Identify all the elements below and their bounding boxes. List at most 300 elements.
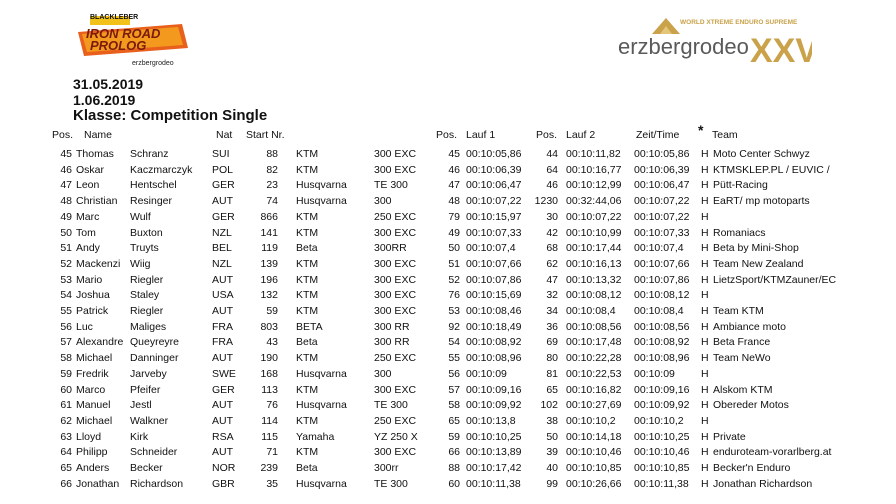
row-first-name: Oskar (76, 163, 105, 176)
row-team: Beta France (713, 336, 771, 349)
row-lauf2: 00:10:10,2 (566, 414, 616, 427)
row-flag: H (701, 305, 709, 317)
row-brand: KTM (296, 273, 319, 286)
table-row (0, 304, 896, 319)
row-last-name: Walkner (130, 414, 169, 427)
row-time: 00:10:07,22 (634, 210, 690, 223)
row-lauf2: 00:10:16,82 (566, 383, 622, 396)
row-start-nr: 76 (266, 399, 278, 412)
table-row (0, 398, 896, 413)
row-time: 00:10:09,92 (634, 399, 690, 412)
row-first-name: Manuel (76, 399, 111, 412)
row-lauf1: 00:10:09,92 (466, 399, 522, 412)
row-model: 300 EXC (374, 257, 417, 270)
row-team: Private (713, 430, 746, 443)
row-pos: 61 (60, 399, 72, 412)
row-brand: Husqvarna (296, 399, 347, 412)
row-model: YZ 250 X (374, 430, 418, 443)
row-pos-lauf2: 50 (546, 430, 558, 443)
row-brand: KTM (296, 163, 319, 176)
row-nat: AUT (212, 305, 233, 317)
row-first-name: Michael (76, 352, 113, 365)
row-model: 300 EXC (374, 163, 417, 176)
row-nat: SWE (212, 367, 236, 380)
row-lauf2: 00:10:08,12 (566, 289, 622, 302)
row-model: TE 300 (374, 179, 408, 192)
row-nat: FRA (212, 320, 233, 333)
row-start-nr: 113 (261, 383, 278, 396)
row-time: 00:10:09,16 (634, 383, 690, 396)
row-pos-lauf1: 56 (448, 367, 460, 380)
row-flag: H (701, 414, 709, 427)
row-first-name: Marc (76, 210, 100, 223)
table-row (0, 273, 896, 288)
row-flag: H (701, 210, 709, 223)
row-model: 300RR (374, 242, 407, 255)
row-first-name: Mario (76, 273, 103, 286)
row-time: 00:10:06,47 (634, 179, 690, 192)
row-first-name: Anders (76, 462, 110, 474)
row-lauf2: 00:10:27,69 (566, 399, 622, 412)
row-pos-lauf1: 57 (448, 383, 460, 396)
row-brand: Yamaha (296, 430, 335, 443)
row-lauf2: 00:10:16,77 (566, 163, 622, 176)
row-model: 300 RR (374, 320, 410, 333)
table-row (0, 367, 896, 382)
row-pos: 59 (60, 367, 72, 380)
row-pos-lauf2: 62 (546, 257, 558, 270)
row-first-name: Fredrik (76, 367, 109, 380)
row-flag: H (701, 430, 709, 443)
table-row (0, 241, 896, 256)
row-lauf1: 00:10:08,46 (466, 305, 522, 317)
col-pos: Pos. (52, 129, 74, 141)
row-start-nr: 88 (266, 148, 278, 160)
row-nat: POL (212, 163, 234, 176)
row-last-name: Queyreyre (130, 336, 180, 349)
row-first-name: Andy (76, 242, 100, 255)
row-time: 00:10:10,2 (634, 414, 684, 427)
row-start-nr: 23 (266, 179, 278, 192)
row-last-name: Richardson (130, 477, 184, 490)
row-pos-lauf2: 36 (546, 320, 558, 333)
row-brand: KTM (296, 210, 319, 223)
row-model: 300 EXC (374, 446, 417, 459)
row-flag: H (701, 399, 709, 412)
row-pos-lauf2: 1230 (534, 195, 558, 208)
row-time: 00:10:08,56 (634, 320, 690, 333)
row-pos-lauf1: 50 (448, 242, 460, 255)
col-pos-lauf1: Pos. (436, 129, 458, 141)
row-team: LietzSport/KTMZauner/EC (713, 273, 837, 286)
row-start-nr: 119 (261, 242, 278, 255)
row-pos: 55 (60, 305, 72, 317)
row-pos-lauf1: 53 (448, 305, 460, 317)
row-nat: BEL (212, 242, 232, 255)
row-start-nr: 115 (261, 430, 278, 443)
col-star: * (698, 122, 704, 138)
row-lauf1: 00:10:13,89 (466, 446, 522, 459)
row-pos: 58 (60, 352, 72, 365)
table-row (0, 194, 896, 209)
row-last-name: Truyts (130, 242, 159, 255)
row-lauf1: 00:10:08,92 (466, 336, 522, 349)
row-start-nr: 35 (266, 477, 278, 490)
row-pos-lauf2: 38 (546, 414, 558, 427)
row-team: KTMSKLEP.PL / EUVIC / (713, 163, 830, 176)
row-pos-lauf1: 60 (448, 477, 460, 490)
row-flag: H (701, 195, 709, 208)
row-lauf2: 00:10:08,56 (566, 320, 622, 333)
row-pos-lauf2: 80 (546, 352, 558, 365)
row-time: 00:10:07,86 (634, 273, 690, 286)
row-flag: H (701, 336, 709, 349)
row-time: 00:10:07,66 (634, 257, 690, 270)
row-last-name: Becker (130, 462, 163, 474)
row-nat: AUT (212, 273, 233, 286)
row-pos-lauf1: 92 (448, 320, 460, 333)
row-team: Ambiance moto (713, 320, 786, 333)
row-time: 00:10:11,38 (634, 477, 689, 490)
row-lauf2: 00:32:44,06 (566, 195, 622, 208)
row-brand: Husqvarna (296, 477, 347, 490)
row-lauf2: 00:10:16,13 (566, 257, 622, 270)
row-time: 00:10:07,22 (634, 195, 690, 208)
row-first-name: Alexandre (76, 336, 124, 349)
iron-road-prolog-logo: BLACKLEBER IRON ROAD PROLOG erzbergrodeo (70, 12, 192, 72)
row-last-name: Schranz (130, 148, 169, 160)
row-lauf2: 00:10:10,85 (566, 462, 622, 474)
row-model: 250 EXC (374, 210, 417, 223)
row-team: Jonathan Richardson (713, 477, 813, 490)
row-start-nr: 59 (266, 305, 278, 317)
row-model: 300rr (374, 462, 399, 474)
row-start-nr: 82 (266, 163, 278, 176)
row-last-name: Staley (130, 289, 160, 302)
row-first-name: Philipp (76, 446, 108, 459)
table-row (0, 210, 896, 225)
row-lauf2: 00:10:17,48 (566, 336, 622, 349)
row-team: Beta by Mini-Shop (713, 242, 799, 255)
row-lauf2: 00:10:12,99 (566, 179, 622, 192)
row-pos: 48 (60, 195, 72, 208)
row-model: 300 RR (374, 336, 410, 349)
row-brand: KTM (296, 352, 319, 365)
row-start-nr: 114 (261, 414, 278, 427)
col-lauf1: Lauf 1 (466, 129, 496, 141)
row-brand: KTM (296, 414, 319, 427)
row-brand: KTM (296, 226, 319, 239)
row-lauf1: 00:10:07,4 (466, 242, 516, 255)
row-pos-lauf1: 59 (448, 430, 460, 443)
row-lauf1: 00:10:07,33 (466, 226, 522, 239)
row-lauf1: 00:10:06,39 (466, 163, 522, 176)
row-first-name: Michael (76, 414, 113, 427)
row-flag: H (701, 462, 709, 474)
row-pos-lauf1: 52 (448, 273, 460, 286)
row-pos-lauf2: 65 (546, 383, 558, 396)
row-pos-lauf1: 51 (448, 257, 460, 270)
row-team: Becker'n Enduro (713, 462, 791, 474)
row-time: 00:10:08,92 (634, 336, 690, 349)
row-team: Team New Zealand (713, 257, 804, 270)
row-flag: H (701, 446, 709, 459)
row-start-nr: 43 (266, 336, 278, 349)
row-lauf2: 00:10:10,46 (566, 446, 622, 459)
col-time: Zeit/Time (636, 129, 680, 141)
row-brand: Husqvarna (296, 367, 347, 380)
row-start-nr: 168 (260, 367, 278, 380)
row-flag: H (701, 367, 709, 380)
row-nat: GBR (212, 477, 235, 490)
row-start-nr: 803 (260, 320, 278, 333)
row-pos-lauf2: 46 (546, 179, 558, 192)
row-lauf2: 00:10:13,32 (566, 273, 622, 286)
class-title: Klasse: Competition Single (73, 107, 268, 124)
row-pos: 46 (60, 163, 72, 176)
table-row (0, 257, 896, 272)
row-pos-lauf2: 30 (546, 210, 558, 223)
col-name: Name (84, 129, 113, 141)
row-team: EaRT/ mp motoparts (713, 195, 810, 208)
row-team: Pütt-Racing (713, 179, 768, 192)
row-pos: 50 (60, 226, 72, 239)
row-pos-lauf1: 88 (448, 462, 460, 474)
date-line-2: 1.06.2019 (73, 92, 136, 108)
row-flag: H (701, 383, 709, 396)
row-lauf2: 00:10:10,99 (566, 226, 622, 239)
row-pos: 64 (60, 446, 72, 459)
row-team: Alskom KTM (713, 383, 773, 396)
row-nat: NOR (212, 462, 236, 474)
row-flag: H (701, 179, 709, 192)
row-time: 00:10:08,12 (634, 289, 690, 302)
row-nat: NZL (212, 226, 232, 239)
row-brand: Husqvarna (296, 179, 347, 192)
row-lauf1: 00:10:06,47 (466, 179, 522, 192)
row-brand: Beta (296, 462, 318, 474)
row-lauf1: 00:10:15,97 (466, 210, 522, 223)
row-pos: 65 (60, 462, 72, 474)
row-first-name: Joshua (76, 289, 110, 302)
row-flag: H (701, 477, 709, 490)
row-lauf1: 00:10:18,49 (466, 320, 522, 333)
row-pos: 60 (60, 383, 72, 396)
row-nat: USA (212, 289, 234, 302)
row-time: 00:10:10,25 (634, 430, 690, 443)
row-pos-lauf1: 46 (448, 163, 460, 176)
row-flag: H (701, 257, 709, 270)
row-time: 00:10:05,86 (634, 148, 690, 160)
row-first-name: Luc (76, 320, 93, 333)
row-brand: Husqvarna (296, 195, 347, 208)
row-model: 300 EXC (374, 226, 417, 239)
row-pos-lauf2: 34 (546, 305, 558, 317)
row-brand: KTM (296, 305, 319, 317)
row-time: 00:10:08,96 (634, 352, 690, 365)
row-nat: AUT (212, 195, 233, 208)
col-lauf2: Lauf 2 (566, 129, 596, 141)
row-first-name: Thomas (76, 148, 114, 160)
row-brand: Beta (296, 242, 318, 255)
row-pos-lauf2: 81 (546, 367, 558, 380)
row-flag: H (701, 289, 709, 302)
row-team: Team KTM (713, 305, 764, 317)
row-flag: H (701, 352, 709, 365)
row-last-name: Jarveby (130, 367, 167, 380)
row-model: 250 EXC (374, 414, 417, 427)
table-row (0, 178, 896, 193)
row-pos: 52 (60, 257, 72, 270)
row-nat: GER (212, 179, 235, 192)
row-pos-lauf2: 69 (546, 336, 558, 349)
row-lauf2: 00:10:11,82 (566, 148, 621, 160)
row-time: 00:10:09 (634, 367, 675, 380)
row-pos-lauf1: 66 (448, 446, 460, 459)
row-pos: 54 (60, 289, 72, 302)
row-flag: H (701, 242, 709, 255)
row-lauf1: 00:10:08,96 (466, 352, 522, 365)
row-time: 00:10:10,85 (634, 462, 690, 474)
row-model: 300 EXC (374, 289, 417, 302)
row-lauf1: 00:10:09 (466, 367, 507, 380)
row-start-nr: 190 (260, 352, 278, 365)
row-pos-lauf2: 102 (540, 399, 558, 412)
row-pos-lauf1: 54 (448, 336, 460, 349)
row-pos-lauf2: 47 (546, 273, 558, 286)
row-lauf2: 00:10:07,22 (566, 210, 622, 223)
row-lauf1: 00:10:09,16 (466, 383, 522, 396)
row-pos-lauf2: 99 (546, 477, 558, 490)
row-pos-lauf1: 48 (448, 195, 460, 208)
row-last-name: Wiig (130, 257, 151, 270)
row-pos: 51 (60, 242, 72, 255)
row-flag: H (701, 148, 709, 160)
row-team: Team NeWo (713, 352, 771, 365)
row-first-name: Mackenzi (76, 257, 121, 270)
row-last-name: Danninger (130, 352, 179, 365)
row-brand: KTM (296, 289, 319, 302)
row-lauf1: 00:10:11,38 (466, 477, 521, 490)
row-pos: 47 (60, 179, 72, 192)
row-lauf1: 00:10:17,42 (466, 462, 522, 474)
row-nat: AUT (212, 414, 233, 427)
table-row (0, 383, 896, 398)
row-brand: BETA (296, 320, 323, 333)
row-first-name: Tom (76, 226, 96, 239)
row-brand: KTM (296, 257, 319, 270)
row-team: Romaniacs (713, 226, 766, 239)
row-first-name: Marco (76, 383, 106, 396)
row-start-nr: 196 (260, 273, 278, 286)
table-row (0, 226, 896, 241)
row-lauf2: 00:10:08,4 (566, 305, 616, 317)
row-lauf1: 00:10:10,25 (466, 430, 522, 443)
row-pos-lauf2: 64 (546, 163, 558, 176)
row-pos-lauf1: 55 (448, 352, 460, 365)
row-model: TE 300 (374, 477, 408, 490)
row-start-nr: 71 (266, 446, 278, 459)
row-model: 300 EXC (374, 273, 417, 286)
row-brand: KTM (296, 148, 319, 160)
row-pos-lauf1: 65 (448, 414, 460, 427)
col-start: Start Nr. (246, 129, 285, 141)
row-flag: H (701, 163, 709, 176)
row-pos: 45 (60, 148, 72, 160)
row-flag: H (701, 320, 709, 333)
table-row (0, 461, 896, 476)
table-row (0, 477, 896, 492)
row-lauf1: 00:10:07,22 (466, 195, 522, 208)
table-row (0, 163, 896, 178)
row-pos: 57 (60, 336, 72, 349)
row-nat: AUT (212, 399, 233, 412)
row-lauf2: 00:10:26,66 (566, 477, 622, 490)
row-pos-lauf2: 40 (546, 462, 558, 474)
row-time: 00:10:07,33 (634, 226, 690, 239)
row-brand: Beta (296, 336, 318, 349)
row-time: 00:10:10,46 (634, 446, 690, 459)
row-team: enduroteam-vorarlberg.at (713, 446, 832, 459)
row-model: TE 300 (374, 399, 408, 412)
row-model: 300 EXC (374, 305, 417, 317)
row-brand: KTM (296, 383, 319, 396)
table-row (0, 147, 896, 162)
row-nat: RSA (212, 430, 234, 443)
row-first-name: Christian (76, 195, 118, 208)
row-pos: 66 (60, 477, 72, 490)
row-start-nr: 74 (266, 195, 278, 208)
row-pos-lauf1: 58 (448, 399, 460, 412)
svg-text:XXV: XXV (750, 32, 812, 70)
row-start-nr: 141 (260, 226, 278, 239)
row-last-name: Hentschel (130, 179, 177, 192)
row-lauf2: 00:10:17,44 (566, 242, 622, 255)
row-first-name: Jonathan (76, 477, 120, 490)
row-last-name: Jestl (130, 399, 152, 412)
row-pos-lauf1: 76 (448, 289, 460, 302)
row-nat: GER (212, 383, 235, 396)
row-time: 00:10:07,4 (634, 242, 684, 255)
row-first-name: Patrick (76, 305, 109, 317)
row-model: 250 EXC (374, 352, 417, 365)
row-pos-lauf1: 45 (448, 148, 460, 160)
row-team: Moto Center Schwyz (713, 148, 810, 160)
row-flag: H (701, 273, 709, 286)
row-team: Obereder Motos (713, 399, 789, 412)
table-row (0, 320, 896, 335)
row-pos-lauf2: 68 (546, 242, 558, 255)
row-pos: 56 (60, 320, 72, 333)
row-last-name: Kaczmarczyk (130, 163, 193, 176)
row-lauf1: 00:10:07,86 (466, 273, 522, 286)
col-nat: Nat (216, 129, 233, 141)
row-lauf2: 00:10:14,18 (566, 430, 622, 443)
row-lauf1: 00:10:15,69 (466, 289, 522, 302)
table-row (0, 445, 896, 460)
col-pos-lauf2: Pos. (536, 129, 558, 141)
row-pos-lauf1: 47 (448, 179, 460, 192)
row-pos-lauf2: 42 (546, 226, 558, 239)
row-pos: 63 (60, 430, 72, 443)
table-row (0, 335, 896, 350)
row-pos: 49 (60, 210, 72, 223)
date-line-1: 31.05.2019 (73, 76, 144, 92)
row-model: 300 EXC (374, 383, 417, 396)
row-lauf2: 00:10:22,28 (566, 352, 622, 365)
row-model: 300 (374, 367, 392, 380)
row-pos-lauf2: 39 (546, 446, 558, 459)
